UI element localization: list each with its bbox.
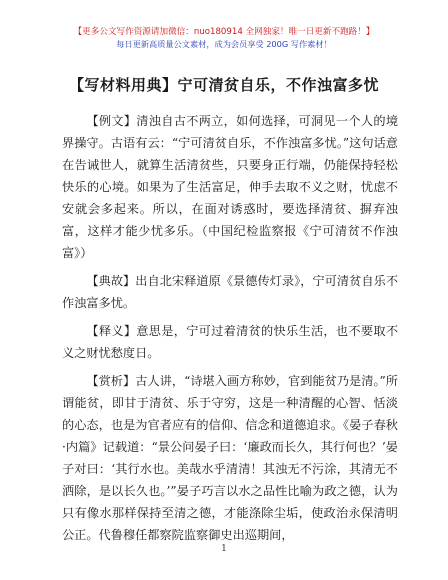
paragraph-meaning: [62, 320, 398, 364]
paragraph-text: 古人讲，“诗堪入画方称妙，官到能贫乃是清。”所谓能贫，即甘于清贫、乐于守穷，这是一种清醒的心智、恬淡的心态，也是为官者应有的信仰、信念和道德追求。《晏子春秋·内篇》记载道：“景公问晏子曰：‘廉政而长久，其行何也？’晏子对曰：‘其行水也。美哉水乎清清！其浊无不污涂，其清无不洒除，是以长久也。’”晏子巧言以水之品性比喻为政之德，认为只有像水那样保持至清之德，才能涤除尘垢，使政治永保清明公正。代鲁穆任都察院监察御史出巡期间，: [62, 374, 398, 542]
promo-banner-line2: 每日更新高质量公文素材，成为会员享受 200G 写作素材！: [116, 39, 332, 49]
promo-banner-line1: 【更多公文写作资源请加微信：nuo180914 全网独家！唯一日更新不跑路！】: [73, 27, 375, 37]
document-body: [62, 110, 398, 552]
paragraph-text: 清浊自古不两立，如何选择，可洞见一个人的境界操守。古语有云：“宁可清贫自乐，不作浊富多忧。”这句话意在告诫世人，就算生活清贫些，只要身正行端，仍能保持轻松快乐的心境。如果为了生活富足，伸手去取不义之财，忧虑不安就会多起来。所以，在面对诱惑时，要选择清贫、摒弃浊富，这样才能少忧多乐。（中国纪检监察报《宁可清贫不作浊富》）: [62, 114, 399, 260]
paragraph-example: [62, 110, 398, 264]
paragraph-text: 出自北宋释道原《景德传灯录》，宁可清贫自乐不作浊富多忧。: [62, 274, 399, 310]
paragraph-appreciation: [62, 370, 398, 546]
paragraph-tag: 【例文】: [86, 114, 137, 128]
paragraph-text: 意思是，宁可过着清贫的快乐生活，也不要取不义之财忧愁度日。: [62, 324, 399, 360]
paragraph-allusion: [62, 270, 398, 314]
document-title: 【写材料用典】宁可清贫自乐，不作浊富多忧: [68, 76, 379, 94]
promo-banner: [0, 26, 448, 50]
page-number: 1: [221, 544, 227, 554]
paragraph-tag: 【赏析】: [86, 374, 136, 388]
paragraph-tag: 【典故】: [86, 274, 136, 288]
paragraph-tag: 【释义】: [86, 324, 137, 338]
